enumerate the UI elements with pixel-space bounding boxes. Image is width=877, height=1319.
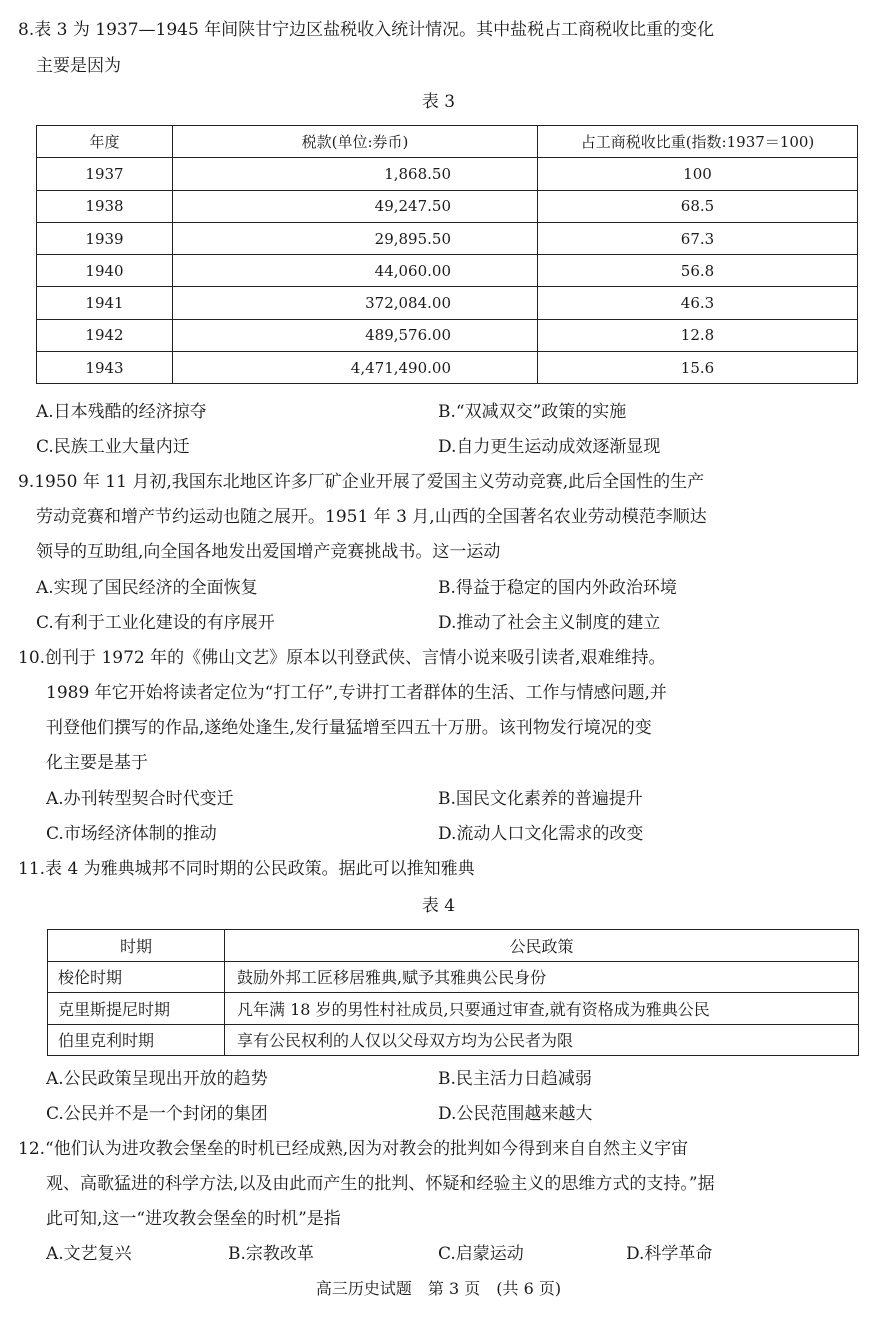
table-header-row (48, 930, 859, 962)
cell-share: 46.3 (538, 287, 858, 319)
cell-share: 12.8 (538, 319, 858, 351)
cell-tax: 29,895.50 (173, 222, 538, 254)
q10-option-a: A.办刊转型契合时代变迁 (46, 789, 234, 809)
header-share: 占工商税收比重(指数:1937＝100) (538, 126, 858, 158)
table-row (37, 158, 858, 190)
cell-year: 1943 (37, 352, 173, 384)
cell-period: 克里斯提尼时期 (48, 993, 225, 1025)
cell-year: 1942 (37, 319, 173, 351)
cell-year: 1941 (37, 287, 173, 319)
q8-stem-line-2: 主要是因为 (36, 56, 121, 76)
q10-stem-line-3: 刊登他们撰写的作品,遂绝处逢生,发行量猛增至四五十万册。该刊物发行境况的变 (46, 718, 652, 738)
cell-share: 68.5 (538, 190, 858, 222)
q8-option-a: A.日本残酷的经济掠夺 (36, 402, 207, 422)
q12-stem-line-2: 观、高歌猛进的科学方法,以及由此而产生的批判、怀疑和经验主义的思维方式的支持。”据 (46, 1174, 715, 1194)
q8-option-b: B.“双减双交”政策的实施 (438, 402, 627, 422)
q9-option-c: C.有利于工业化建设的有序展开 (36, 613, 275, 633)
q10-option-d: D.流动人口文化需求的改变 (438, 824, 644, 844)
cell-policy: 凡年满 18 岁的男性村社成员,只要通过审查,就有资格成为雅典公民 (225, 993, 859, 1025)
cell-period: 伯里克利时期 (48, 1024, 225, 1056)
q8-stem-line-1: 8.表 3 为 1937—1945 年间陕甘宁边区盐税收入统计情况。其中盐税占工商税收比重的变化 (18, 20, 715, 40)
table3-caption: 表 3 (421, 92, 456, 112)
q9-option-b: B.得益于稳定的国内外政治环境 (438, 578, 677, 598)
q11-option-b: B.民主活力日趋减弱 (438, 1069, 592, 1089)
q11-option-d: D.公民范围越来越大 (438, 1104, 593, 1124)
q9-stem-line-2: 劳动竞赛和增产节约运动也随之展开。1951 年 3 月,山西的全国著名农业劳动模范李顺达 (36, 507, 707, 527)
header-year: 年度 (37, 126, 173, 158)
table-row (37, 287, 858, 319)
table-row (48, 993, 859, 1025)
cell-year: 1938 (37, 190, 173, 222)
cell-tax: 1,868.50 (173, 158, 538, 190)
cell-share: 67.3 (538, 222, 858, 254)
q10-option-c: C.市场经济体制的推动 (46, 824, 217, 844)
table-row (37, 319, 858, 351)
q12-option-a: A.文艺复兴 (46, 1244, 132, 1264)
q12-stem-line-1: 12.“他们认为进攻教会堡垒的时机已经成熟,因为对教会的批判如今得到来自自然主义宇宙 (18, 1139, 689, 1159)
q12-stem-line-3: 此可知,这一“进攻教会堡垒的时机”是指 (46, 1209, 341, 1229)
q11-option-a: A.公民政策呈现出开放的趋势 (46, 1069, 268, 1089)
table-row (48, 961, 859, 993)
q11-option-c: C.公民并不是一个封闭的集团 (46, 1104, 268, 1124)
q10-option-b: B.国民文化素养的普遍提升 (438, 789, 643, 809)
q10-stem-line-2: 1989 年它开始将读者定位为“打工仔”,专讲打工者群体的生活、工作与情感问题,并 (46, 683, 667, 703)
cell-share: 56.8 (538, 255, 858, 287)
q8-option-d: D.自力更生运动成效逐渐显现 (438, 437, 661, 457)
table-row (37, 190, 858, 222)
q8-option-c: C.民族工业大量内迁 (36, 437, 190, 457)
cell-policy: 鼓励外邦工匠移居雅典,赋予其雅典公民身份 (225, 961, 859, 993)
q9-option-a: A.实现了国民经济的全面恢复 (36, 578, 258, 598)
q10-stem-line-1: 10.创刊于 1972 年的《佛山文艺》原本以刊登武侠、言情小说来吸引读者,艰难维持。 (18, 648, 666, 668)
table-row (48, 1024, 859, 1056)
cell-year: 1939 (37, 222, 173, 254)
header-period: 时期 (48, 930, 225, 962)
cell-share: 15.6 (538, 352, 858, 384)
q9-stem-line-3: 领导的互助组,向全国各地发出爱国增产竞赛挑战书。这一运动 (36, 542, 501, 562)
cell-tax: 44,060.00 (173, 255, 538, 287)
q10-stem-line-4: 化主要是基于 (46, 753, 148, 773)
table4-caption: 表 4 (421, 896, 456, 916)
table-4 (47, 929, 859, 1056)
page-footer: 高三历史试题 第 3 页 (共 6 页) (315, 1279, 562, 1298)
cell-tax: 4,471,490.00 (173, 352, 538, 384)
q12-option-c: C.启蒙运动 (438, 1244, 524, 1264)
table-header-row (37, 126, 858, 158)
q11-stem-line-1: 11.表 4 为雅典城邦不同时期的公民政策。据此可以推知雅典 (18, 859, 475, 879)
q12-option-d: D.科学革命 (626, 1244, 713, 1264)
header-tax: 税款(单位:券币) (173, 126, 538, 158)
header-policy: 公民政策 (225, 930, 859, 962)
cell-tax: 489,576.00 (173, 319, 538, 351)
cell-share: 100 (538, 158, 858, 190)
cell-period: 梭伦时期 (48, 961, 225, 993)
cell-tax: 372,084.00 (173, 287, 538, 319)
q12-option-b: B.宗教改革 (228, 1244, 314, 1264)
cell-tax: 49,247.50 (173, 190, 538, 222)
q9-stem-line-1: 9.1950 年 11 月初,我国东北地区许多厂矿企业开展了爱国主义劳动竞赛,此后全国性的生产 (18, 472, 705, 492)
cell-year: 1937 (37, 158, 173, 190)
q9-option-d: D.推动了社会主义制度的建立 (438, 613, 661, 633)
table-row (37, 352, 858, 384)
table-row (37, 222, 858, 254)
table-row (37, 255, 858, 287)
cell-year: 1940 (37, 255, 173, 287)
cell-policy: 享有公民权利的人仅以父母双方均为公民者为限 (225, 1024, 859, 1056)
table-3 (36, 125, 858, 384)
